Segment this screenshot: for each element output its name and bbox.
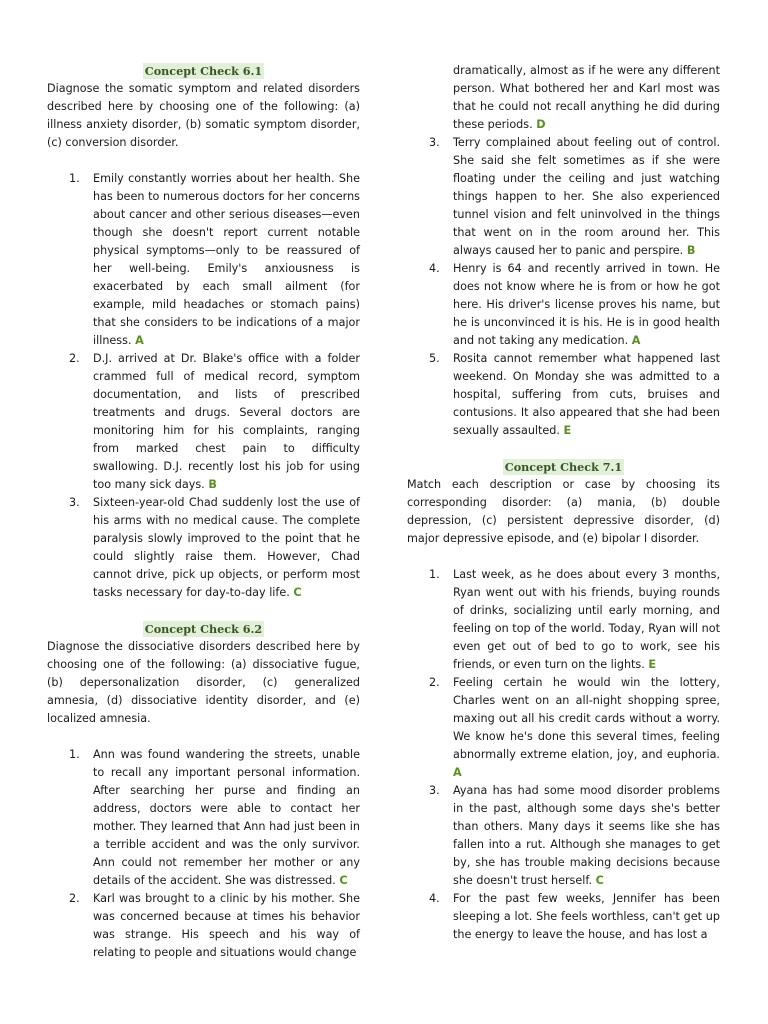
concept-check-6-2-list-continued <box>407 62 720 440</box>
list-item: 1. Ann was found wandering the streets, unable to recall any important personal information. After searching her purse and finding an address, doctors were able to contact her mother. They learned that Ann had just been in a terrible accident and was the only survivor. Ann could not remember her mother or any details of the accident. She was distressed. C <box>69 748 360 887</box>
list-item: dramatically, almost as if he were any different person. What bothered her and Karl most was that he could not recall anything he did during these periods. D <box>453 64 720 131</box>
list-item: 2. Karl was brought to a clinic by his mother. She was concerned because at times his behavior was strange. His speech and his way of relating to people and situations would change <box>69 892 360 959</box>
answer-label: B <box>208 478 217 491</box>
answer-label: B <box>686 244 696 257</box>
answer-label: E <box>648 658 657 671</box>
concept-check-6-2-heading: Concept Check 6.2 <box>144 622 263 636</box>
list-item: 1. Last week, as he does about every 3 months, Ryan went out with his friends, buying rounds of drinks, socializing until early morning, and feeling on top of the world. Today, Ryan will not even get out of bed to go to work, see his friends, or even turn on the lights. E <box>429 568 720 671</box>
concept-check-6-2-list <box>47 746 360 962</box>
answer-label: C <box>293 586 302 599</box>
answer-label: A <box>135 334 144 347</box>
concept-check-7-1-list <box>407 566 720 944</box>
concept-check-6-1-intro: Diagnose the somatic symptom and related disorders described here by choosing one of the following: (a) illness anxiety disorder, (b) somatic symptom disorder, (c) conversion disorder. <box>47 82 360 149</box>
list-item: 3. Ayana has had some mood disorder problems in the past, although some days she's better than others. Many days it seems like she has fallen into a rut. Although she manages to get by, she has trouble making decisions because she doesn't trust herself. C <box>429 784 720 887</box>
list-item: 4. For the past few weeks, Jennifer has been sleeping a lot. She feels worthless, can't get up the energy to leave the house, and has lost a <box>429 892 720 941</box>
answer-label: A <box>453 766 462 779</box>
concept-check-7-1-intro: Match each description or case by choosing its corresponding disorder: (a) mania, (b) double depression, (c) persistent depressive disorder, (d) major depressive episode, and (e) bipolar I disorder. <box>407 478 720 545</box>
concept-check-6-1-heading: Concept Check 6.1 <box>144 64 263 78</box>
list-item: 2. Feeling certain he would win the lottery, Charles went on an all-night shopping spree, maxing out all his credit cards without a worry. We know he's done this several times, feeling abnormally extreme elation, joy, and euphoria. A <box>429 676 720 779</box>
answer-label: C <box>595 874 604 887</box>
list-item: 3. Terry complained about feeling out of control. She said she felt sometimes as if she were floating under the ceiling and just watching things happen to her. She also experienced tunnel vision and felt uninvolved in the things that went on in the room around her. This always caused her to panic and perspire. B <box>429 136 720 257</box>
list-item: 4. Henry is 64 and recently arrived in town. He does not know where he is from or how he got here. His driver's license proves his name, but he is unconvinced it is his. He is in good health and not taking any medication. A <box>429 262 720 347</box>
answer-label: D <box>536 118 546 131</box>
list-item: 5. Rosita cannot remember what happened last weekend. On Monday she was admitted to a hospital, suffering from cuts, bruises and contusions. It also appeared that she had been sexually assaulted. E <box>429 352 720 437</box>
right-column <box>407 62 720 944</box>
answer-label: C <box>339 874 348 887</box>
list-item: 3. Sixteen-year-old Chad suddenly lost the use of his arms with no medical cause. The complete paralysis slowly improved to the point that he could slightly raise them. However, Chad cannot drive, pick up objects, or perform most tasks necessary for day-to-day life. C <box>69 496 360 599</box>
concept-check-6-2-intro: Diagnose the dissociative disorders described here by choosing one of the following: (a) dissociative fugue, (b) depersonalization disorder, (c) generalized amnesia, (d) dissociative identity disorder, and (e) localized amnesia. <box>47 640 360 725</box>
answer-label: A <box>631 334 641 347</box>
list-item: 1. Emily constantly worries about her health. She has been to numerous doctors for her concerns about cancer and other serious diseases—even though she doesn't report current notable physical symptoms—only to be reassured of her well-being. Emily's anxiousness is exacerbated by each small ailment (for example, mild headaches or stomach pains) that she considers to be indications of a major illness. A <box>69 172 360 347</box>
answer-label: E <box>563 424 572 437</box>
concept-check-7-1-heading: Concept Check 7.1 <box>504 460 623 474</box>
left-column <box>47 62 360 962</box>
list-item: 2. D.J. arrived at Dr. Blake's office with a folder crammed full of medical record, symptom documentation, and lists of prescribed treatments and drugs. Several doctors are monitoring him for his complaints, ranging from marked chest pain to difficulty swallowing. D.J. recently lost his job for using too many sick days. B <box>69 352 360 491</box>
concept-check-6-1-list <box>47 170 360 602</box>
